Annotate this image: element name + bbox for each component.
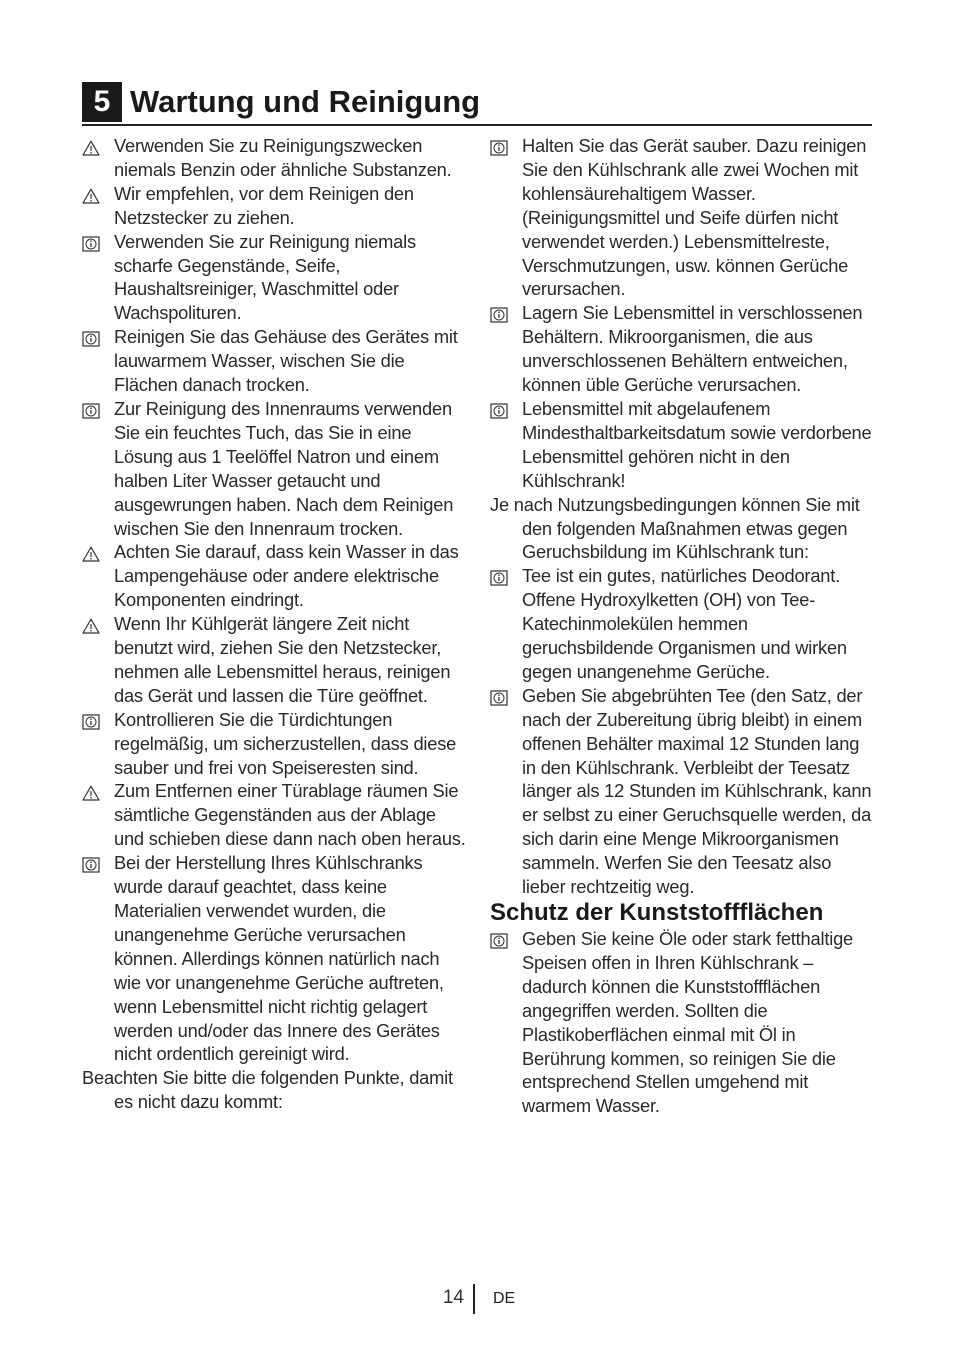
info-icon bbox=[82, 855, 100, 871]
info-icon bbox=[82, 712, 100, 728]
list-item bbox=[82, 230, 466, 326]
info-icon bbox=[490, 138, 508, 154]
list-item bbox=[490, 397, 874, 493]
list-item bbox=[82, 779, 466, 851]
footer-divider bbox=[473, 1284, 475, 1314]
list-item bbox=[82, 708, 466, 780]
paragraph: Beachten Sie bitte die folgenden Punkte, damit es nicht dazu kommt: bbox=[82, 1067, 453, 1113]
chapter-number: 5 bbox=[82, 82, 122, 122]
list-item bbox=[490, 134, 874, 301]
item-text: Zur Reinigung des Innenraums verwenden Sie ein feuchtes Tuch, das Sie in eine Lösung aus 1 Teelöffel Natron und einem halben Liter Wasser getaucht und ausgewrungen haben. Nach dem Reinigen wischen Sie den Innenraum trocken. bbox=[114, 397, 454, 539]
warning-icon bbox=[82, 616, 100, 632]
paragraph: Je nach Nutzungsbedingungen können Sie mit den folgenden Maßnahmen etwas gegen Geruchsbildung im Kühlschrank tun: bbox=[490, 493, 860, 563]
item-text: Verwenden Sie zur Reinigung niemals scharfe Gegenstände, Seife, Haushaltsreiniger, Waschmittel oder Wachspolituren. bbox=[114, 230, 416, 324]
item-text: Halten Sie das Gerät sauber. Dazu reinigen Sie den Kühlschrank alle zwei Wochen mit kohlensäurehaltigem Wasser. (Reinigungsmittel und Seife dürfen nicht verwendet werden.) Lebensmittelreste, Verschmutzungen, usw. können Gerüche verursachen. bbox=[522, 135, 867, 300]
warning-icon bbox=[82, 783, 100, 799]
page-title: Wartung und Reinigung bbox=[130, 84, 481, 119]
page-footer bbox=[0, 1284, 954, 1314]
language-code: DE bbox=[493, 1290, 516, 1307]
list-item bbox=[82, 182, 466, 230]
page-number: 14 bbox=[442, 1287, 464, 1308]
warning-icon bbox=[82, 138, 100, 154]
list-item bbox=[82, 397, 466, 540]
warning-icon bbox=[82, 544, 100, 560]
list-item bbox=[490, 301, 874, 397]
item-text: Lagern Sie Lebensmittel in verschlossenen Behältern. Mikroorganismen, die aus unverschlossenen Behältern entweichen, können üble Gerüche verursachen. bbox=[522, 302, 863, 396]
info-icon bbox=[490, 688, 508, 704]
section-heading: Schutz der Kunststoffflächen bbox=[490, 899, 824, 926]
info-icon bbox=[490, 401, 508, 417]
item-text: Zum Entfernen einer Türablage räumen Sie sämtliche Gegenständen aus der Ablage und schieben diese dann nach oben heraus. bbox=[114, 780, 466, 850]
chapter-header bbox=[82, 80, 872, 126]
left-column bbox=[82, 134, 466, 1114]
item-text: Lebensmittel mit abgelaufenem Mindesthaltbarkeitsdatum sowie verdorbene Lebensmittel gehören nicht in den Kühlschrank! bbox=[522, 397, 872, 491]
info-icon bbox=[82, 401, 100, 417]
item-text: Tee ist ein gutes, natürliches Deodorant. Offene Hydroxylketten (OH) von Tee-Katechinmolekülen hemmen geruchsbildende Organismen und wirken gegen unangenehme Gerüche. bbox=[522, 565, 847, 682]
info-icon bbox=[82, 234, 100, 250]
warning-icon bbox=[82, 186, 100, 202]
item-text: Reinigen Sie das Gehäuse des Gerätes mit lauwarmem Wasser, wischen Sie die Flächen danach trocken. bbox=[114, 326, 458, 396]
info-icon bbox=[490, 305, 508, 321]
list-item bbox=[490, 927, 874, 1118]
item-text: Wenn Ihr Kühlgerät längere Zeit nicht benutzt wird, ziehen Sie den Netzstecker, nehmen alle Lebensmittel heraus, reinigen das Gerät und lassen die Türe geöffnet. bbox=[114, 613, 451, 706]
info-icon bbox=[490, 931, 508, 947]
list-item bbox=[82, 134, 466, 182]
item-text: Achten Sie darauf, dass kein Wasser in das Lampengehäuse oder andere elektrische Komponenten eindringt. bbox=[114, 541, 459, 611]
item-text: Geben Sie abgebrühten Tee (den Satz, der nach der Zubereitung übrig bleibt) in einem offenen Behälter maximal 12 Stunden lang in den Kühlschrank. Verbleibt der Teesatz länger als 12 Stunden im Kühlschrank, kann er selbst zu einer Geruchsquelle werden, da sich darin eine Menge Mikroorganismen sammeln. Werfen Sie den Teesatz also lieber rechtzeitig weg. bbox=[522, 684, 872, 898]
list-item bbox=[82, 851, 466, 1066]
list-item bbox=[82, 540, 466, 612]
item-text: Wir empfehlen, vor dem Reinigen den Netzstecker zu ziehen. bbox=[114, 182, 414, 228]
info-icon bbox=[82, 329, 100, 345]
item-text: Verwenden Sie zu Reinigungszwecken niemals Benzin oder ähnliche Substanzen. bbox=[114, 135, 452, 180]
list-item bbox=[82, 612, 466, 708]
list-item bbox=[490, 564, 874, 684]
item-text: Geben Sie keine Öle oder stark fetthaltige Speisen offen in Ihren Kühlschrank – dadurch können die Kunststoffflächen angegriffen werden. Sollten die Plastikoberflächen einmal mit Öl in Berührung kommen, so reinigen Sie die entsprechend Stellen umgehend mit warmem Wasser. bbox=[522, 928, 854, 1117]
right-column bbox=[490, 134, 874, 1118]
list-item bbox=[82, 325, 466, 397]
item-text: Kontrollieren Sie die Türdichtungen regelmäßig, um sicherzustellen, dass diese sauber und frei von Speiseresten sind. bbox=[114, 708, 457, 778]
info-icon bbox=[490, 568, 508, 584]
item-text: Bei der Herstellung Ihres Kühlschranks wurde darauf geachtet, dass keine Materialien verwendet wurden, die unangenehme Gerüche verursachen können. Allerdings können natürlich nach wie vor unangenehme Gerüche auftreten, wenn Lebensmittel nicht richtig gelagert werden und/oder das Innere des Gerätes nicht ordentlich gereinigt wird. bbox=[114, 852, 444, 1065]
list-item bbox=[490, 684, 874, 899]
